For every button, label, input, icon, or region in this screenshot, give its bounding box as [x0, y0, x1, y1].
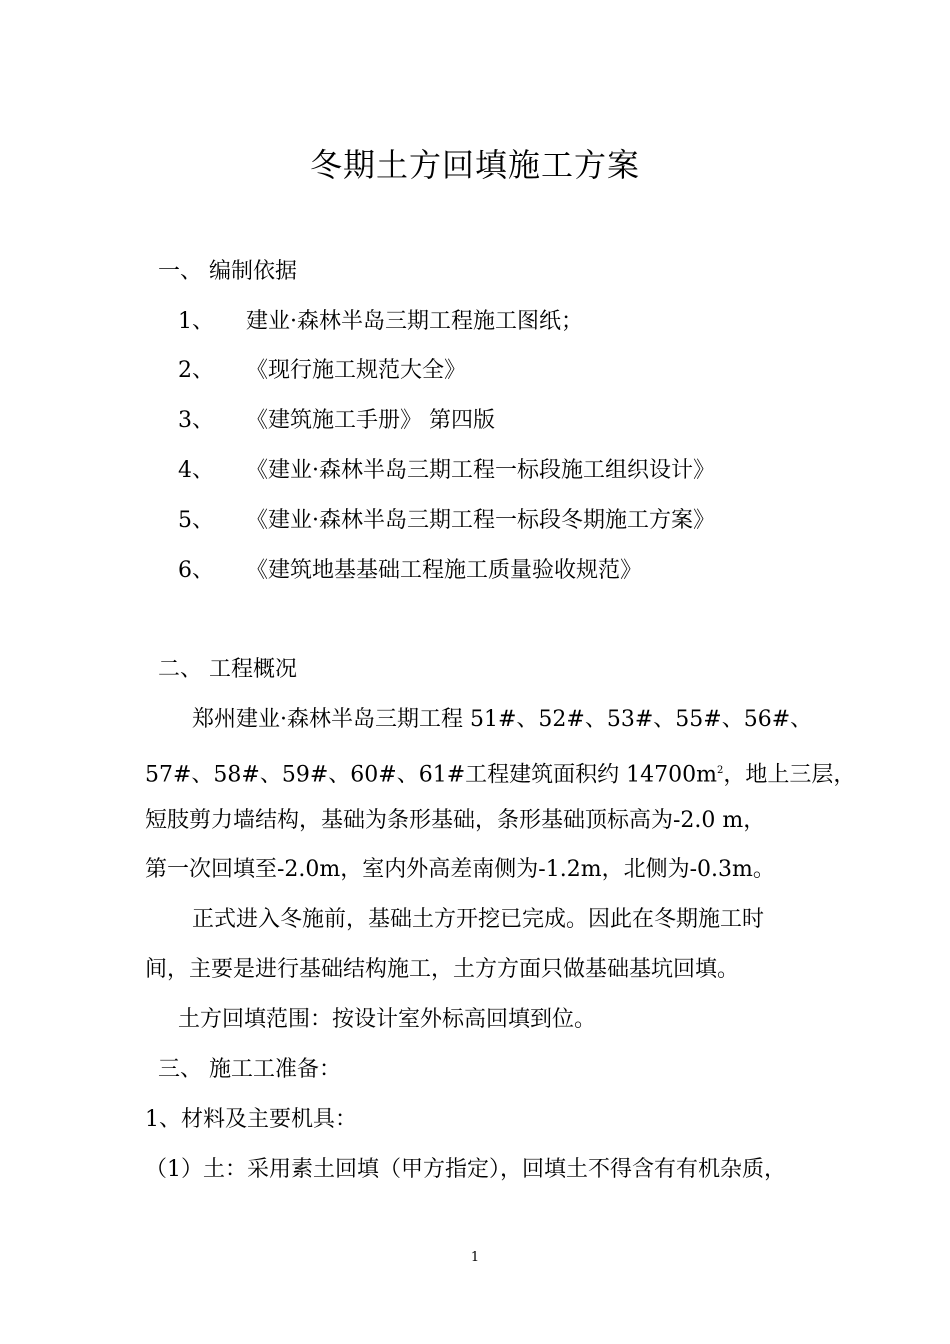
document-title: 冬期土方回填施工方案 — [309, 146, 640, 184]
section-heading-basis: 一、 编制依据 — [158, 259, 297, 284]
materials-heading: 1、材料及主要机具： — [145, 1107, 357, 1132]
item-number: 2、 — [178, 358, 214, 383]
basis-item-5 — [178, 506, 715, 536]
item-number: 4、 — [178, 458, 214, 483]
overview-line-2-end: ，地上三层， — [723, 762, 856, 788]
basis-item-6 — [178, 556, 642, 586]
item-text: 《现行施工规范大全》 — [246, 358, 467, 383]
basis-item-4 — [178, 456, 715, 486]
overview-line-2 — [145, 756, 855, 790]
basis-item-3 — [178, 406, 495, 436]
item-number: 1、 — [178, 309, 214, 334]
page-number: 1 — [470, 1250, 480, 1265]
section-heading-overview: 二、 工程概况 — [158, 657, 297, 682]
backfill-scope: 土方回填范围：按设计室外标高回填到位。 — [178, 1007, 597, 1032]
overview-line-4: 第一次回填至-2.0m，室内外高差南侧为-1.2m，北侧为-0.3m。 — [145, 857, 775, 882]
soil-item: （1）土：采用素土回填（甲方指定），回填土不得含有有机杂质， — [145, 1157, 786, 1182]
section-heading-prep: 三、 施工工准备： — [158, 1057, 341, 1082]
item-text: 《建筑施工手册》 第四版 — [246, 408, 495, 433]
item-text: 建业·森林半岛三期工程施工图纸； — [246, 309, 583, 334]
item-text: 《建筑地基基础工程施工质量验收规范》 — [246, 558, 643, 583]
overview-line-2-text: 57#、58#、59#、60#、61#工程建筑面积约 14700m — [145, 762, 717, 788]
overview-line-3: 短肢剪力墙结构，基础为条形基础，条形基础顶标高为-2.0 m， — [145, 808, 766, 833]
item-text: 《建业·森林半岛三期工程一标段冬期施工方案》 — [246, 508, 715, 533]
item-number: 6、 — [178, 558, 214, 583]
overview-para2-line-1: 正式进入冬施前，基础土方开挖已完成。因此在冬期施工时 — [192, 907, 765, 932]
basis-item-1 — [178, 307, 583, 337]
overview-line-1: 郑州建业·森林半岛三期工程 51#、52#、53#、55#、56#、 — [192, 707, 813, 732]
basis-item-2 — [178, 356, 466, 386]
item-text: 《建业·森林半岛三期工程一标段施工组织设计》 — [246, 458, 715, 483]
superscript: 2 — [716, 765, 724, 776]
item-number: 3、 — [178, 408, 214, 433]
item-number: 5、 — [178, 508, 214, 533]
overview-para2-line-2: 间，主要是进行基础结构施工，土方方面只做基础基坑回填。 — [145, 957, 740, 982]
